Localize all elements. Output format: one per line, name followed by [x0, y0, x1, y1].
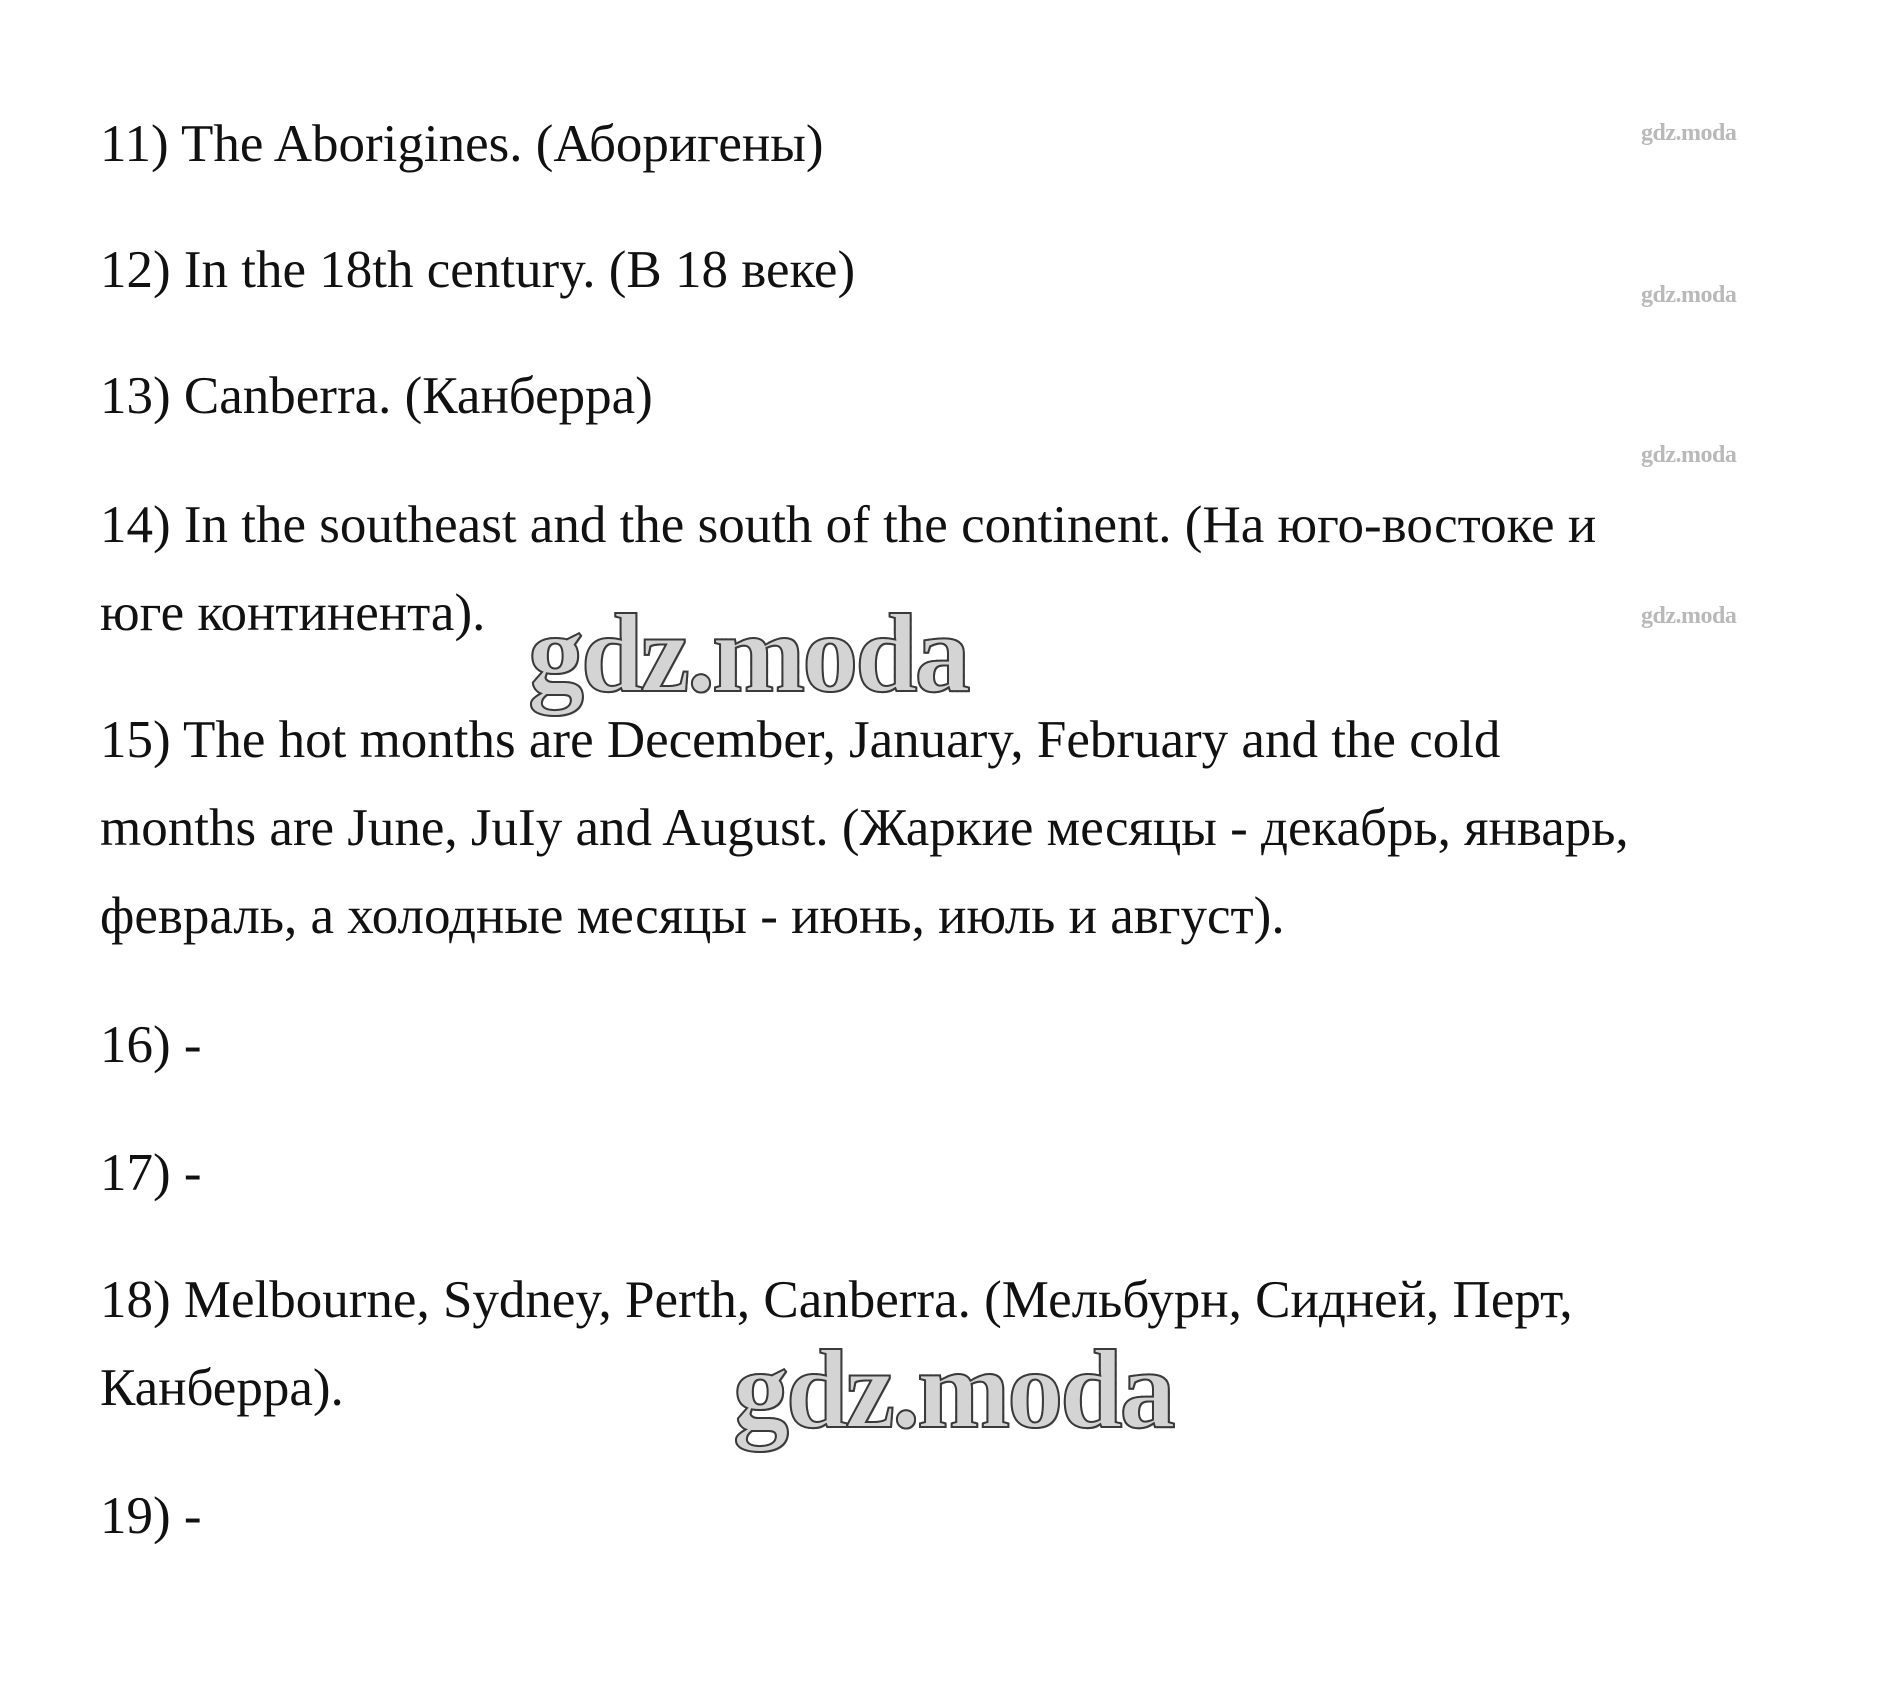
answer-15-line-3: февраль, а холодные месяцы - июнь, июль и август). [100, 887, 1285, 945]
answer-16: 16) - [100, 1016, 202, 1074]
answer-11: 11) The Aborigines. (Аборигены) [100, 115, 824, 173]
watermark-small: gdz.moda [1641, 120, 1737, 146]
answer-19: 19) - [100, 1487, 202, 1545]
answer-15-line-2: months are June, JuIy and August. (Жаркие месяцы - декабрь, январь, [100, 799, 1629, 857]
answer-15-line-1: 15) The hot months are December, January, February and the cold [100, 711, 1501, 769]
watermark-large: gdz.moda [528, 592, 968, 716]
watermark-small: gdz.moda [1641, 282, 1737, 308]
watermark-large: gdz.moda [733, 1328, 1173, 1452]
answer-18-line-1: 18) Melbourne, Sydney, Perth, Canberra. (Мельбурн, Сидней, Перт, [100, 1271, 1573, 1329]
answer-18-line-2: Канберра). [100, 1359, 344, 1417]
answer-14-line-2: юге континента). [100, 584, 486, 642]
answer-13: 13) Canberra. (Канберра) [100, 367, 653, 425]
answer-14-line-1: 14) In the southeast and the south of the continent. (На юго-востоке и [100, 496, 1597, 554]
watermark-small: gdz.moda [1641, 603, 1737, 629]
answer-17: 17) - [100, 1144, 202, 1202]
watermark-small: gdz.moda [1641, 442, 1737, 468]
answer-12: 12) In the 18th century. (В 18 веке) [100, 241, 856, 299]
